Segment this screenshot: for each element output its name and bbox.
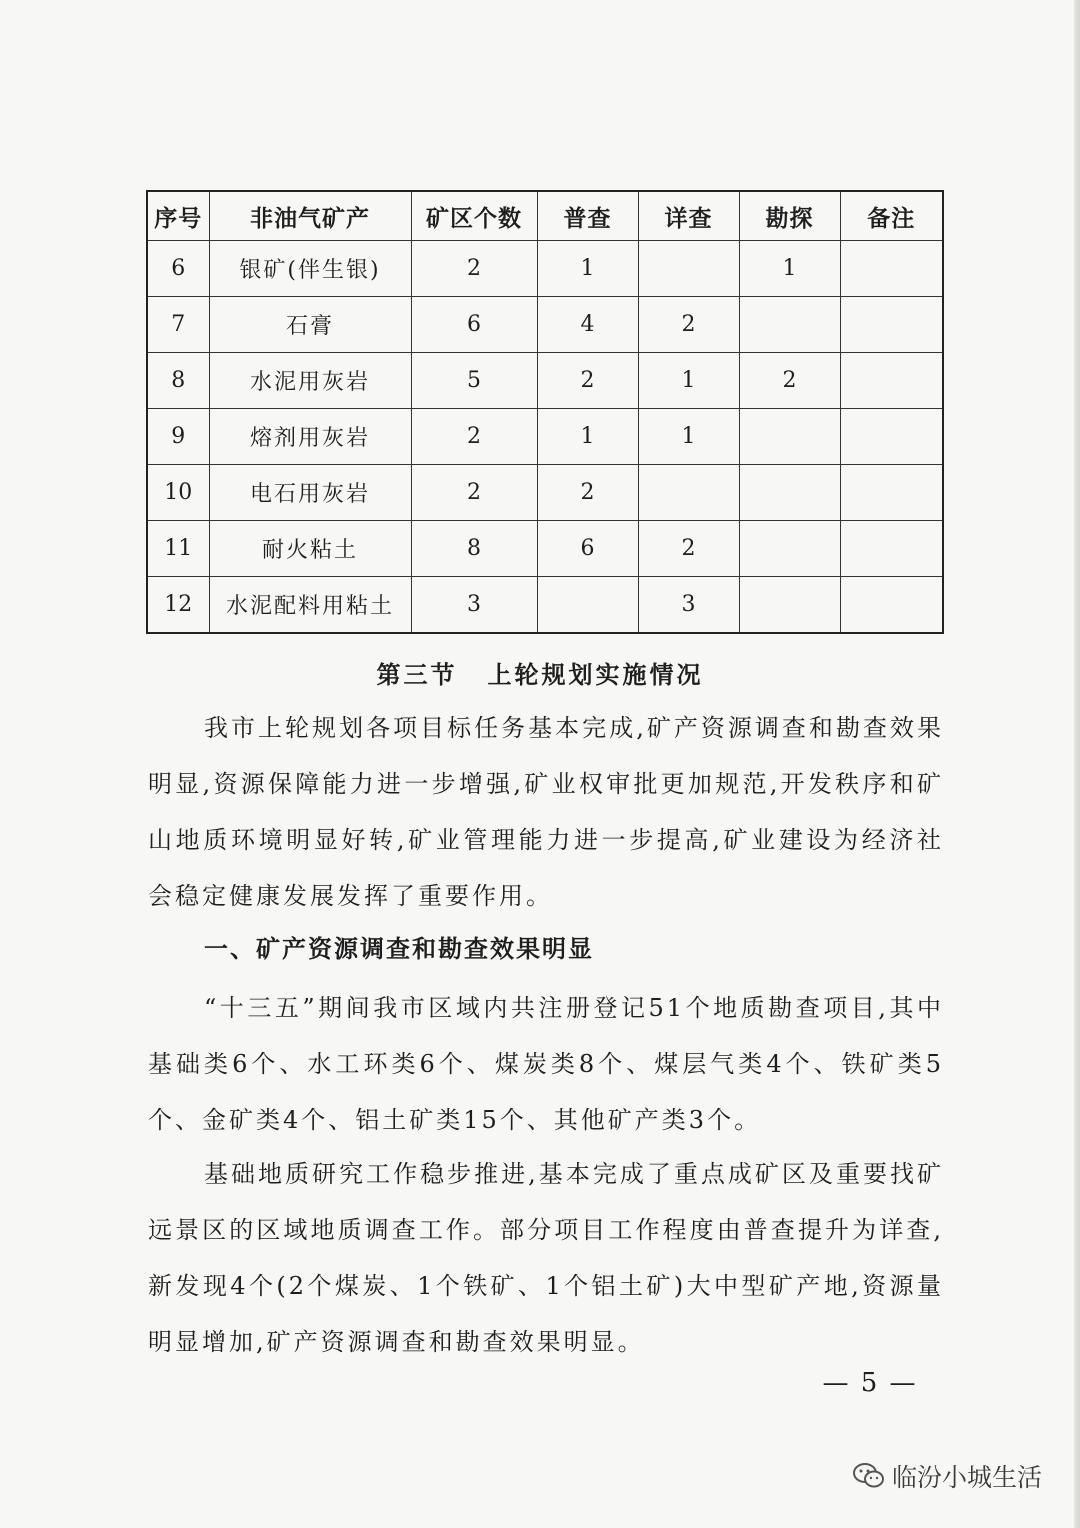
cell-remarks bbox=[840, 521, 943, 577]
cell-detailed bbox=[638, 465, 739, 521]
table-header-row bbox=[147, 191, 943, 241]
cell-index: 9 bbox=[147, 409, 209, 465]
cell-exploration bbox=[739, 465, 840, 521]
cell-area-count: 6 bbox=[411, 297, 537, 353]
cell-area-count: 8 bbox=[411, 521, 537, 577]
cell-detailed: 2 bbox=[638, 297, 739, 353]
paragraph-projects: “十三五”期间我市区域内共注册登记51个地质勘查项目,其中基础类6个、水工环类6个、煤炭类8个、煤层气类4个、铁矿类5个、金矿类4个、铝土矿类15个、其他矿产类3个。 bbox=[148, 994, 944, 1134]
cell-survey bbox=[537, 577, 638, 634]
cell-remarks bbox=[840, 465, 943, 521]
cell-index: 12 bbox=[147, 577, 209, 634]
cell-exploration bbox=[739, 297, 840, 353]
cell-exploration: 1 bbox=[739, 241, 840, 297]
header-exploration: 勘探 bbox=[739, 191, 840, 241]
table-row bbox=[147, 353, 943, 409]
cell-detailed bbox=[638, 241, 739, 297]
cell-detailed: 1 bbox=[638, 409, 739, 465]
cell-detailed: 2 bbox=[638, 521, 739, 577]
cell-mineral: 水泥配料用粘土 bbox=[209, 577, 411, 634]
cell-remarks bbox=[840, 353, 943, 409]
cell-survey: 2 bbox=[537, 465, 638, 521]
cell-remarks bbox=[840, 241, 943, 297]
table-row bbox=[147, 577, 943, 634]
cell-exploration bbox=[739, 521, 840, 577]
cell-remarks bbox=[840, 409, 943, 465]
cell-exploration: 2 bbox=[739, 353, 840, 409]
cell-detailed: 1 bbox=[638, 353, 739, 409]
cell-mineral: 电石用灰岩 bbox=[209, 465, 411, 521]
cell-detailed: 3 bbox=[638, 577, 739, 634]
cell-area-count: 5 bbox=[411, 353, 537, 409]
cell-index: 7 bbox=[147, 297, 209, 353]
watermark bbox=[852, 1458, 1042, 1494]
cell-index: 8 bbox=[147, 353, 209, 409]
cell-mineral: 熔剂用灰岩 bbox=[209, 409, 411, 465]
section-title bbox=[0, 655, 1080, 690]
cell-area-count: 2 bbox=[411, 465, 537, 521]
cell-area-count: 2 bbox=[411, 241, 537, 297]
cell-remarks bbox=[840, 577, 943, 634]
subsection-heading: 一、矿产资源调查和勘查效果明显 bbox=[204, 935, 594, 963]
cell-survey: 4 bbox=[537, 297, 638, 353]
cell-exploration bbox=[739, 577, 840, 634]
cell-index: 6 bbox=[147, 241, 209, 297]
table-row bbox=[147, 241, 943, 297]
page-number: — 5 — bbox=[822, 1368, 918, 1398]
cell-exploration bbox=[739, 409, 840, 465]
table-row bbox=[147, 521, 943, 577]
cell-survey: 1 bbox=[537, 241, 638, 297]
cell-remarks bbox=[840, 297, 943, 353]
header-mineral: 非油气矿产 bbox=[209, 191, 411, 241]
table-row bbox=[147, 465, 943, 521]
cell-survey: 1 bbox=[537, 409, 638, 465]
mineral-table bbox=[146, 190, 944, 634]
section-heading: 上轮规划实施情况 bbox=[487, 660, 704, 689]
wechat-icon bbox=[852, 1461, 886, 1491]
page-edge bbox=[1074, 0, 1080, 1528]
cell-index: 11 bbox=[147, 521, 209, 577]
header-detailed: 详查 bbox=[638, 191, 739, 241]
cell-index: 10 bbox=[147, 465, 209, 521]
section-number: 第三节 bbox=[376, 660, 458, 689]
watermark-text: 临汾小城生活 bbox=[892, 1463, 1043, 1492]
cell-mineral: 耐火粘土 bbox=[209, 521, 411, 577]
paragraph-summary: 我市上轮规划各项目标任务基本完成,矿产资源调查和勘查效果明显,资源保障能力进一步增强,矿业权审批更加规范,开发秩序和矿山地质环境明显好转,矿业管理能力进一步提高,矿业建设为经济社会稳定健康发展发挥了重要作用。 bbox=[148, 714, 944, 910]
header-area-count: 矿区个数 bbox=[411, 191, 537, 241]
header-survey: 普查 bbox=[537, 191, 638, 241]
cell-area-count: 3 bbox=[411, 577, 537, 634]
cell-survey: 2 bbox=[537, 353, 638, 409]
cell-mineral: 银矿(伴生银) bbox=[209, 241, 411, 297]
cell-mineral: 石膏 bbox=[209, 297, 411, 353]
header-index: 序号 bbox=[147, 191, 209, 241]
table-row bbox=[147, 409, 943, 465]
table-row bbox=[147, 297, 943, 353]
paragraph-geology: 基础地质研究工作稳步推进,基本完成了重点成矿区及重要找矿远景区的区域地质调查工作。部分项目工作程度由普查提升为详查,新发现4个(2个煤炭、1个铁矿、1个铝土矿)大中型矿产地,资源量明显增加,矿产资源调查和勘查效果明显。 bbox=[148, 1160, 944, 1356]
cell-mineral: 水泥用灰岩 bbox=[209, 353, 411, 409]
header-remarks: 备注 bbox=[840, 191, 943, 241]
cell-survey: 6 bbox=[537, 521, 638, 577]
cell-area-count: 2 bbox=[411, 409, 537, 465]
